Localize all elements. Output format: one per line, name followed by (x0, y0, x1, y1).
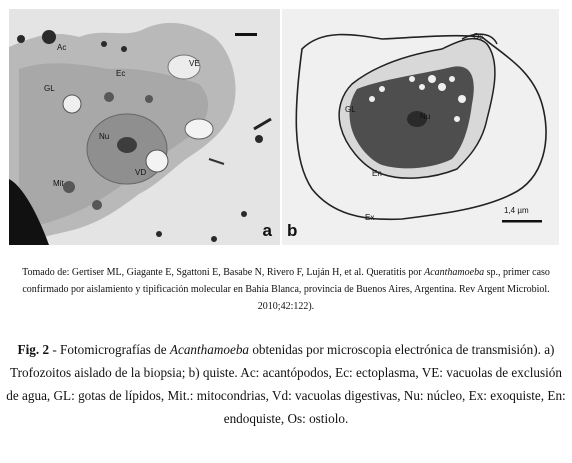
label-vd: VD (135, 168, 147, 177)
figure-caption-label: Fig. 2 (17, 342, 50, 357)
source-citation-organism: Acanthamoeba (424, 267, 485, 278)
figure-caption-prefix: - Fotomicrografías de (49, 342, 170, 357)
source-citation (20, 264, 552, 315)
label-ex: Ex (365, 213, 375, 222)
label-ve: VE (189, 59, 200, 68)
micrograph-panel-b (282, 9, 559, 245)
micrograph-panel-a (9, 9, 280, 245)
source-citation-prefix: Tomado de: Gertiser ML, Giagante E, Sgattoni E, Basabe N, Rivero F, Luján H, et al. Queratitis por (22, 267, 425, 278)
trophozoite-micrograph-image (9, 9, 280, 245)
label-ec: Ec (116, 69, 126, 78)
figure-caption-organism: Acanthamoeba (169, 342, 250, 357)
panel-a-letter: a (262, 221, 272, 240)
panel-b-letter: b (287, 221, 298, 240)
source-citation-rest: sp., primer caso confirmado por aislamiento y tipificación molecular en Bahía Blanca, provincia de Buenos Aires, Argentina. Rev Argent Microbiol. 2010;42:122). (22, 267, 550, 312)
label-ac: Ac (57, 43, 67, 52)
label-mit: Mit (53, 179, 64, 188)
label-gl: GL (44, 84, 55, 93)
micrograph-figure (9, 9, 559, 245)
figure-caption (6, 338, 566, 430)
figure-caption-body: obtenidas por microscopia electrónica de transmisión). a) Trofozoitos aislado de la biopsia; b) quiste. Ac: acantópodos, Ec: ectoplasma, VE: vacuolas de exclusión de agua, GL: gotas de lípidos, Mit.: mitocondrias, Vd: vacuolas digestivas, Nu: núcleo, Ex: exoquiste, En: endoquiste, Os: ostiolo. (6, 342, 566, 426)
label-nu: Nu (99, 132, 110, 141)
label-gl: GL (345, 105, 356, 114)
label-en: En (372, 169, 382, 178)
label-nu: Nu (420, 112, 431, 121)
label-os: Os (473, 32, 484, 41)
scale-bar-label: 1,4 µm (504, 206, 529, 215)
